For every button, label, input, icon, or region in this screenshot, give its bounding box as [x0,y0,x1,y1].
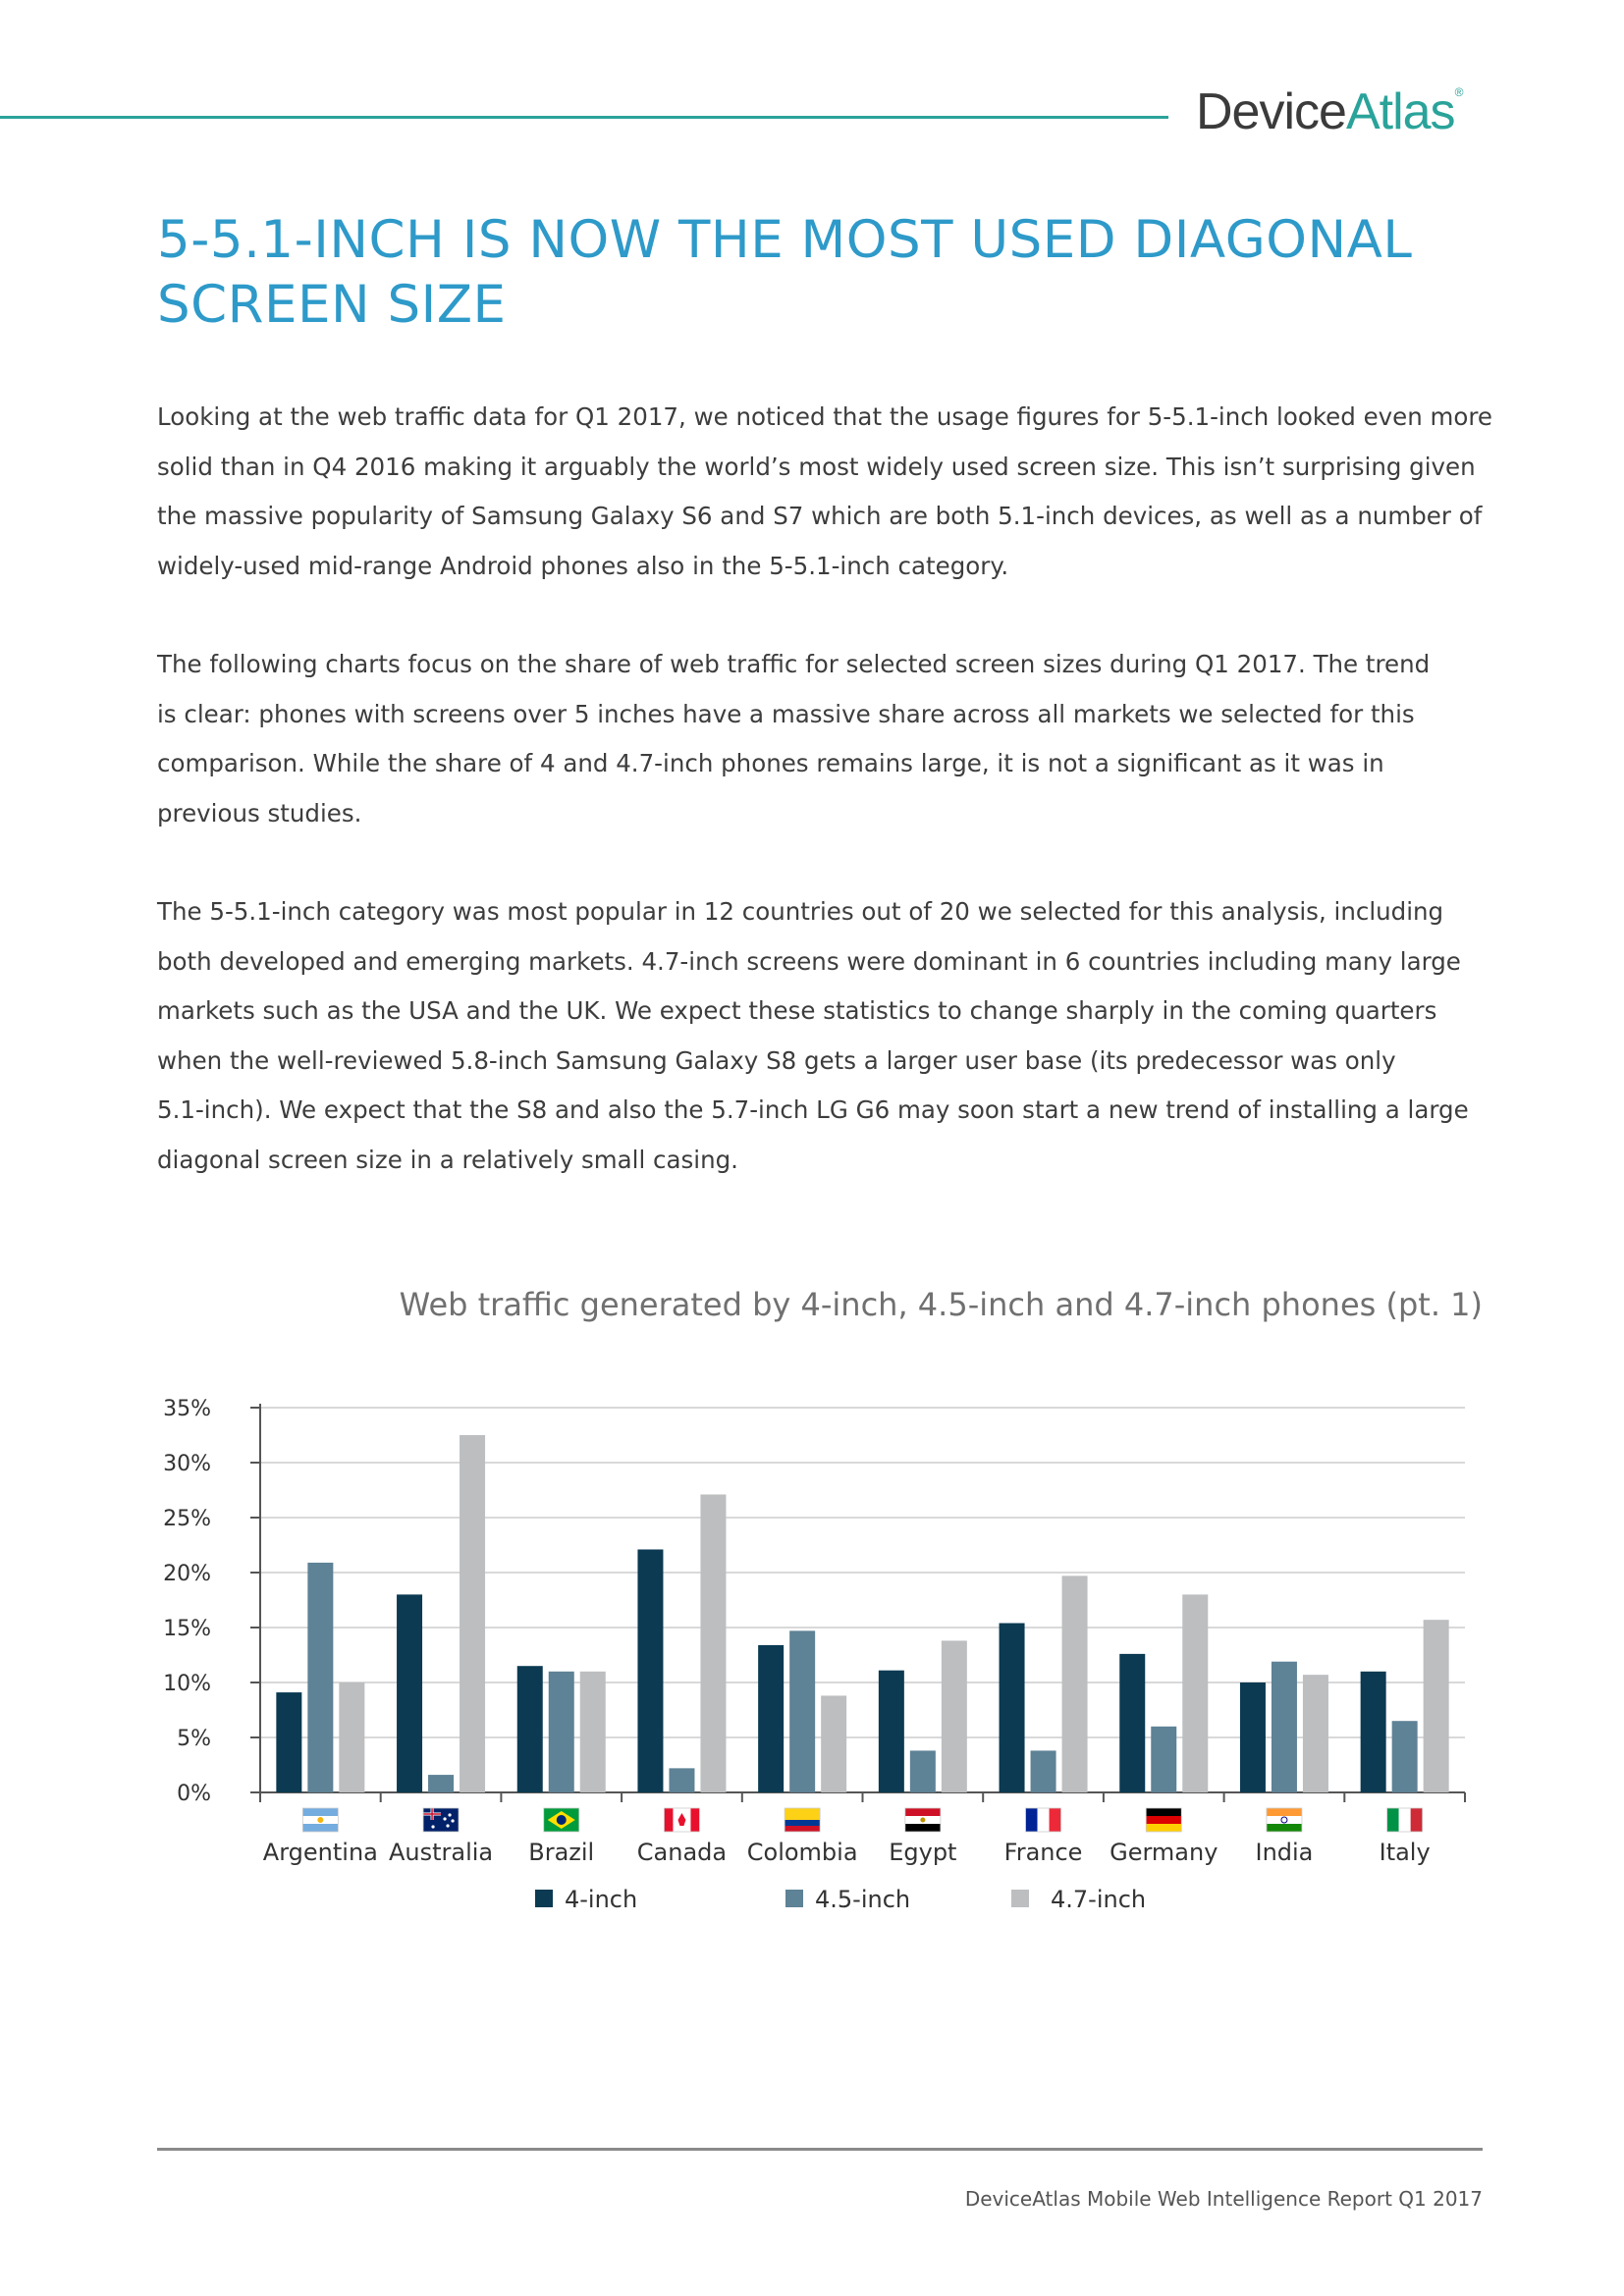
flag-colombia-icon [785,1808,820,1832]
bar-brazil-4-5-inch [549,1672,574,1792]
flag-brazil-icon [544,1808,579,1832]
x-category-label: Australia [388,1839,494,1866]
chart-title: Web traffic generated by 4-inch, 4.5-inch and 4.7-inch phones (pt. 1) [399,1286,1483,1323]
bar-italy-4-inch [1361,1672,1386,1792]
bar-france-4-7-inch [1062,1575,1088,1792]
bar-egypt-4-7-inch [942,1640,967,1792]
flag-australia-icon [423,1808,459,1832]
flag-germany-icon [1146,1808,1181,1832]
bar-australia-4-inch [397,1594,422,1792]
legend-swatch [535,1890,553,1907]
x-category-label: Italy [1379,1839,1431,1866]
logo-registered-mark: ® [1454,85,1463,99]
footer-rule [157,2148,1483,2151]
bar-colombia-4-7-inch [821,1695,846,1792]
bar-india-4-inch [1240,1682,1266,1792]
y-tick-label: 25% [163,1507,211,1531]
legend-label: 4-inch [565,1886,638,1913]
bar-italy-4-7-inch [1424,1620,1449,1792]
x-category-label: Egypt [889,1839,957,1866]
bar-argentina-4-7-inch [339,1682,364,1792]
y-tick-label: 0% [177,1782,211,1806]
legend-label: 4.7-inch [1051,1886,1147,1913]
legend-swatch [785,1890,803,1907]
bar-india-4-5-inch [1272,1662,1297,1792]
bar-colombia-4-inch [758,1645,784,1792]
logo-text-device: Device [1196,83,1346,140]
bar-france-4-inch [1000,1624,1025,1792]
flag-india-icon [1267,1808,1302,1832]
y-tick-label: 15% [163,1617,211,1641]
logo-text-atlas: Atlas [1345,83,1455,140]
bar-argentina-4-5-inch [307,1563,333,1792]
page-title: 5-5.1-INCH IS NOW THE MOST USED DIAGONAL SCREEN SIZE [157,210,1413,335]
y-tick-label: 5% [177,1727,211,1751]
bar-canada-4-7-inch [700,1494,726,1792]
x-category-label: Germany [1110,1839,1218,1866]
x-category-label: Canada [636,1839,728,1866]
bar-india-4-7-inch [1303,1675,1328,1792]
flag-canada-icon [664,1808,699,1832]
flag-egypt-icon [905,1808,941,1832]
bar-canada-4-inch [637,1549,663,1792]
bar-australia-4-7-inch [460,1435,485,1792]
footer-text: DeviceAtlas Mobile Web Intelligence Report Q1 2017 [964,2187,1483,2211]
flag-france-icon [1026,1808,1061,1832]
x-category-label: Brazil [528,1839,595,1866]
bar-argentina-4-inch [276,1692,301,1792]
legend-swatch [1011,1890,1029,1907]
bar-italy-4-5-inch [1392,1721,1418,1792]
y-tick-label: 30% [163,1452,211,1476]
paragraph-2: The following charts focus on the share of web traffic for selected screen sizes during Q1 2017. The trend is clear: phones with screens over 5 inches have a massive share across all markets we selected for this comparison. While the share of 4 and 4.7-inch phones remains large, it is not a significant as it was in previous studies. [157,650,1431,828]
chart-legend [535,1886,1146,1913]
x-category-label: Argentina [262,1839,378,1866]
y-tick-label: 20% [163,1562,211,1586]
chart-bars [276,1435,1448,1792]
bar-egypt-4-5-inch [910,1750,936,1792]
y-tick-label: 10% [163,1672,211,1696]
bar-germany-4-5-inch [1151,1727,1176,1792]
x-category-label: India [1255,1839,1314,1866]
bar-brazil-4-7-inch [580,1672,606,1792]
flag-italy-icon [1387,1808,1423,1832]
x-category-label: France [1003,1839,1083,1866]
bar-egypt-4-inch [879,1671,904,1792]
x-category-label: Colombia [746,1839,858,1866]
paragraph-3: The 5-5.1-inch category was most popular in 12 countries out of 20 we selected for this analysis, including both developed and emerging markets. 4.7-inch screens were dominant in 6 countries including many large markets such as the USA and the UK. We expect these statistics to change sharply in the coming quarters when the well-reviewed 5.8-inch Samsung Galaxy S8 gets a larger user base (its predecessor was only 5.1-inch). We expect that the S8 and also the 5.7-inch LG G6 may soon start a new trend of installing a large diagonal screen size in a relatively small casing. [157,897,1469,1174]
bar-france-4-5-inch [1031,1750,1056,1792]
bar-australia-4-5-inch [428,1775,454,1792]
bar-canada-4-5-inch [669,1768,694,1792]
bar-germany-4-7-inch [1182,1594,1208,1792]
legend-label: 4.5-inch [815,1886,911,1913]
paragraph-1: Looking at the web traffic data for Q1 2017, we noticed that the usage figures for 5-5.1-inch looked even more solid than in Q4 2016 making it arguably the world’s most widely used screen size. This isn’t surprising given the massive popularity of Samsung Galaxy S6 and S7 which are both 5.1-inch devices, as well as a number of widely-used mid-range Android phones also in the 5-5.1-inch category. [157,402,1492,580]
chart-flags [302,1808,1422,1832]
bar-brazil-4-inch [517,1666,543,1792]
flag-argentina-icon [302,1808,338,1832]
bar-germany-4-inch [1119,1654,1145,1792]
y-tick-label: 35% [163,1397,211,1421]
bar-colombia-4-5-inch [789,1630,815,1792]
